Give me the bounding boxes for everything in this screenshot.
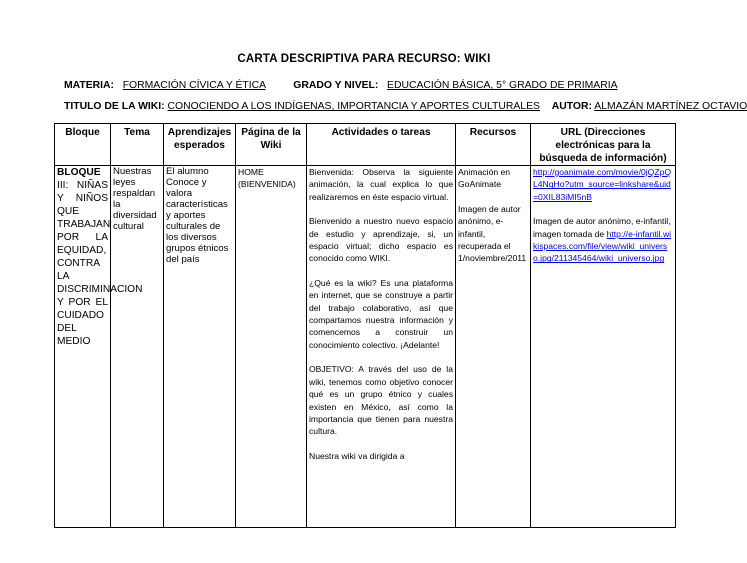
materia-label: MATERIA: [64, 80, 115, 91]
url-goanimate-link[interactable]: http://goanimate.com/movie/0jQZpQL4NqHo?utm_source=linkshare&uid=0XIL83iMI5nB [533, 167, 672, 202]
actividad-objetivo: OBJETIVO: A través del uso de la wiki, tenemos como objetivo conocer qué es un grupo étnico y cuales existen en México, así como la importancia que tienen para nuestra cultura. [309, 364, 453, 437]
materia-value: FORMACIÓN CÍVICA Y ÉTICA [122, 80, 266, 91]
recurso-imagen: Imagen de autor anónimo, e-infantil, recuperada el 1/noviembre/2011 [458, 203, 527, 264]
recurso-animacion: Animación en GoAnimate [458, 167, 511, 190]
cell-actividades [307, 166, 456, 528]
actividad-dirigida: Nuestra wiki va dirigida a [309, 450, 405, 461]
cell-url [531, 166, 676, 528]
url-imagen-text: Imagen de autor anónimo, e-infantil, imagen tomada de [533, 216, 671, 239]
cell-aprendizajes: El alumno Conoce y valora características y aportes culturales de los diversos grupos étnicos del país [164, 166, 236, 528]
bloque-text: III: NIÑAS Y NIÑOS QUE TRABAJAN POR LA EQUIDAD, CONTRA LA DISCRIMINACION Y POR EL CUIDADO DEL MEDIO [57, 180, 143, 347]
bloque-title: BLOQUE [57, 167, 101, 178]
table-header-row [55, 124, 676, 166]
titulo-label: TITULO DE LA WIKI: [64, 101, 165, 112]
actividad-que-es-wiki: ¿Qué es la wiki? Es una plataforma en internet, que se construye a partir del trabajo colaborativo, así que compartamos nuestra información y comencemos a construir un conocimiento colectivo. ¡Adelante! [309, 277, 453, 350]
document-title: CARTA DESCRIPTIVA PARA RECURSO: WIKI [237, 53, 491, 65]
cell-tema: Nuestras leyes respaldan la diversidad cultural [111, 166, 164, 528]
header-pagina: Página de la Wiki [236, 124, 307, 166]
header-actividades: Actividades o tareas [307, 124, 456, 166]
url-imagen-link[interactable]: http://e-infantil.wikispaces.com/file/view/wiki_universo.jpg/211345464/wiki_universo.jpg [533, 228, 672, 264]
autor-value: ALMAZÁN MARTÍNEZ OCTAVIO [594, 101, 747, 112]
header-aprendizajes: Aprendizajes esperados [164, 124, 236, 166]
materia-line [64, 80, 618, 91]
header-tema: Tema [111, 124, 164, 166]
cell-pagina: HOME (BIENVENIDA) [236, 166, 307, 528]
autor-label: AUTOR: [551, 101, 592, 112]
grado-label: GRADO Y NIVEL: [293, 80, 379, 91]
titulo-line [64, 101, 747, 112]
header-bloque: Bloque [55, 124, 111, 166]
actividad-espacio: Bienvenido a nuestro nuevo espacio de estudio y aprendizaje, si, un espacio virtual; dicho espacio es conocido como WIKI. [309, 216, 453, 264]
table-row [55, 166, 676, 528]
header-url: URL (Direcciones electrónicas para la búsqueda de información) [531, 124, 676, 166]
titulo-value: CONOCIENDO A LOS INDÍGENAS, IMPORTANCIA Y APORTES CULTURALES [167, 101, 540, 112]
header-recursos: Recursos [456, 124, 531, 166]
cell-recursos [456, 166, 531, 528]
actividad-bienvenida: Bienvenida: Observa la siguiente animación, la cual explica lo que realizaremos en éste espacio virtual. [309, 167, 453, 202]
grado-value: EDUCACIÓN BÁSICA, 5° GRADO DE PRIMARIA [387, 80, 618, 91]
descriptive-table [54, 123, 676, 528]
